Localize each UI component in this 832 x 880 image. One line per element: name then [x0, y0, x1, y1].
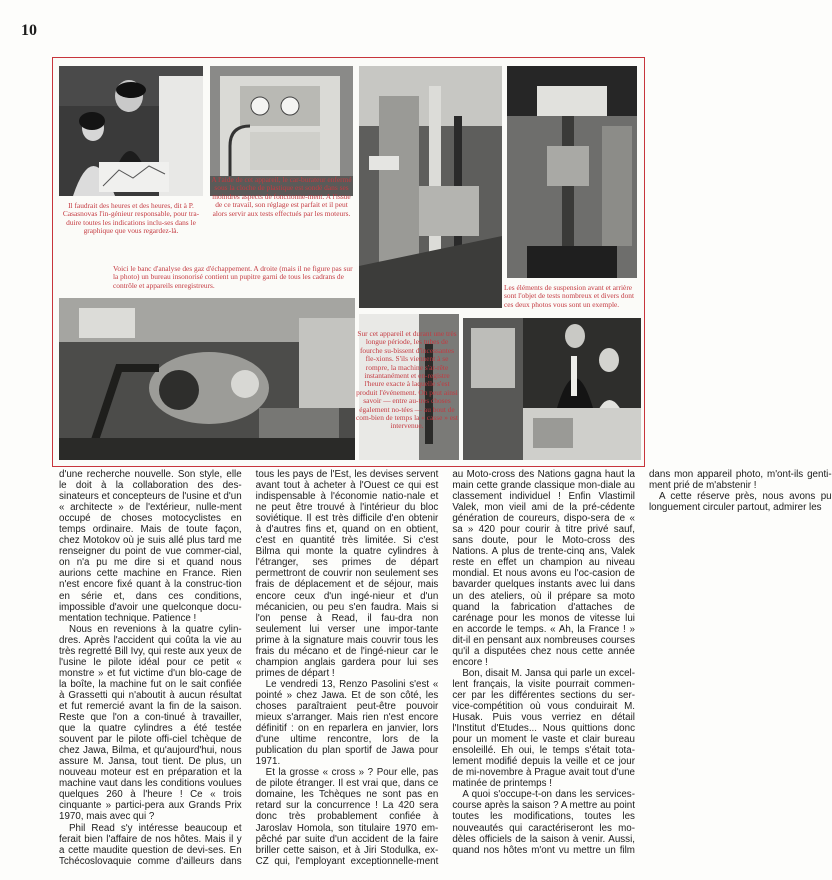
- paragraph: Phil Read s'y intéresse beaucoup et ferait bien l'affaire de nos hôtes. Mais il y a cette maudite question de devi-ses. En Tchécoslovaquie comme d'ailleurs dans tous les pays de l'Est, les devises servent avant tout à acheter à l'Ouest ce qui est indispensable à l'économie natio-nale et ne peut être trouvé à l'intérieur du bloc soviétique. Il est très difficile d'en obtenir à d'autres fins et, quand on en obtient, c'est en quantité très limitée. Si c'est Bilma qui monte la quatre cylindres à l'étranger, ses primes de départ permettront de couvrir non seulement ses frais de déplacement et de séjour, mais encore ceux d'un ingé-nieur et d'un mécanicien, ou peu s'en faudra. Mais si l'on pense à Read, il fau-dra non seulement lui verser une impor-tante prime à la signature mais couvrir tous les frais du mécano et de l'ingé-nieur car le champion anglais gardera pour lui ses primes de départ !: [59, 469, 439, 867]
- photo-exhaust-bench: [59, 298, 355, 460]
- page-number: 10: [21, 22, 37, 39]
- photo-spread: [52, 57, 645, 467]
- caption-exhaust-bench: Voici le banc d'analyse des gaz d'échappement. A droite (mais il ne figure pas sur la photo) un bureau insonorisé contient un pupitre garni de tous les cadrans de contrôle et appareils enregistreurs.: [113, 264, 353, 290]
- photo-suspension-rig: [507, 66, 637, 278]
- paragraph: d'une recherche nouvelle. Son style, elle le doit à la collaboration des des-sinateurs et concepteurs de l'usine et d'un « architecte » de l'extérieur, nulle-ment occupé de choses motocyclistes en temps ordinaire. Mais de toute façon, chez Motokov où je suis allé plus tard me renseigner du point de vue commer-cial, on n'a pu me dire si et quand nous aurions cette machine en France. Rien n'est encore fixé quant à la construc-tion en série et, dans ces conditions, impossible d'avoir une quelconque docu-mentation technique. Patience !: [59, 469, 242, 624]
- article-body: [59, 469, 832, 873]
- photo-fork-test-machine: [359, 66, 502, 308]
- photo-engineers: [59, 66, 203, 196]
- paragraph: Bon, disait M. Jansa qui parle un excel-lent français, la visite pourrait commen-cer par les différentes sections du ser-vice-compétition où vous conduirait M. Husak. Puis vous verriez en détail l'Institut d'Etudes... Nous quittions donc pour un moment le vaste et clair bureau ensoleillé. Eh oui, le temps s'était tota-lement modifié depuis la veille et ce jour de mi-novembre à Prague avait tout d'une matinée de printemps !: [452, 667, 635, 790]
- caption-fork-test: Sur cet appareil et durant une très longue période, les tubes de fourche su-bissent d'incessantes fle-xions. S'ils viennent à se rompre, la machine s'ar-rête instantanément et en-registre l'heure exacte à laquelle s'est produit l'événement. On peut ainsi savoir — entre au-tres choses également no-tées — au bout de com-bien de temps la « casse » est intervenue.: [355, 329, 458, 431]
- caption-carburettor: A l'aide de cet appareil, le car-burateur enfermé sous la cloche de plastique est sondé dans ses moindres aspects de fonctionne-ment. A l'issue de ce travail, son réglage est parfait et il peut alors servir aux tests effectués par les moteurs.: [211, 175, 352, 218]
- paragraph: Le vendredi 13, Renzo Pasolini s'est « pointé » chez Jawa. Et de son côté, les choses paraîtraient peut-être pouvoir mieux s'arranger. Mais rien n'est encore définitif : on en reparlera en janvier, lors d'une ultime rencontre, lors de la publication du plan sportif de Jawa pour 1971.: [255, 678, 439, 768]
- paragraph: A quoi s'occupe-t-on dans les services-course après la saison ? A mettre au point toutes les modifications, toutes les nouveautés qui caractériseront les mo-dèles officiels de la saison à venir. Aussi, quand nos hôtes m'ont vu mettre un film dans mon appareil photo, m'ont-ils genti-ment prié de m'abstenir !: [452, 469, 832, 856]
- photo-workshop-people: [463, 318, 641, 460]
- paragraph: Et la grosse « cross » ? Pour elle, pas de pilote étranger. Il est vrai que, dans ce domaine, les Tchèques ne sont pas en retard sur la concurrence ! La 420 sera donc très probablement confiée à Jaroslav Homola, son titulaire 1970 em-pêché par suite d'un accident de la faire briller cette saison, et à Jiri Stodulka, ex-CZ qui, l'employant exceptionnelle-ment au Moto-cross des Nations gagna haut la main cette grande classique mon-diale au classement individuel ! Enfin Vlastimil Valek, mon vieil ami de la pré-cédente génération de coureurs, dispo-sera de « sa » 420 pour courir à titre privé sauf, sans doute, pour le Moto-cross des Nations. A plus de trente-cinq ans, Valek reste en effet un champion au niveau mondial. Et nous avons eu l'oc-casion de bavarder quelques instants avec lui dans un des ateliers, où il prépare sa moto quand la fabrication d'attaches de carénage pour les monos de vitesse lui en accorde le temps. « Ah, la France ! » dit-il en pensant aux nombreuses courses qu'il a disputées chez nous cette année encore !: [255, 469, 635, 867]
- caption-suspension: Les éléments de suspension avant et arrière sont l'objet de tests nombreux et divers dont ces deux photos vous sont un exemple.: [504, 283, 635, 309]
- paragraph: Nous en revenions à la quatre cylin-dres. Après l'accident qui coûta la vie au très regretté Bill Ivy, qui reste aux yeux de l'usine le pilote idéal pour ce petit « monstre » et fut victime d'un blo-cage de la boîte, la machine fut on le sait confiée à Grassetti qui n'aboutit à aucun résultat et fut remercié avant la fin de la saison. Reste que l'on a con-tinué à travailler, que la quatre cylindres a été testée souvent par le pilote offi-ciel tchèque de chez Jawa, Bilma, et qu'aujourd'hui, nous assure M. Jansa, tout tient. De plus, un nouveau moteur est en préparation et la machine vaut dans les conditions voulues quelques 260 à l'heure ! Ce « trois cinquante » partici-pera aux Grands Prix 1970, mais avec qui ?: [59, 623, 242, 823]
- caption-engineers: Il faudrait des heures et des heures, dit à P. Casasnovas l'in-génieur responsable, pour tra-duire toutes les indications inclu-ses dans le graphique que vous regardez-là.: [62, 201, 200, 236]
- paragraph: A cette réserve près, nous avons pu longuement circuler partout, admirer les: [648, 491, 832, 514]
